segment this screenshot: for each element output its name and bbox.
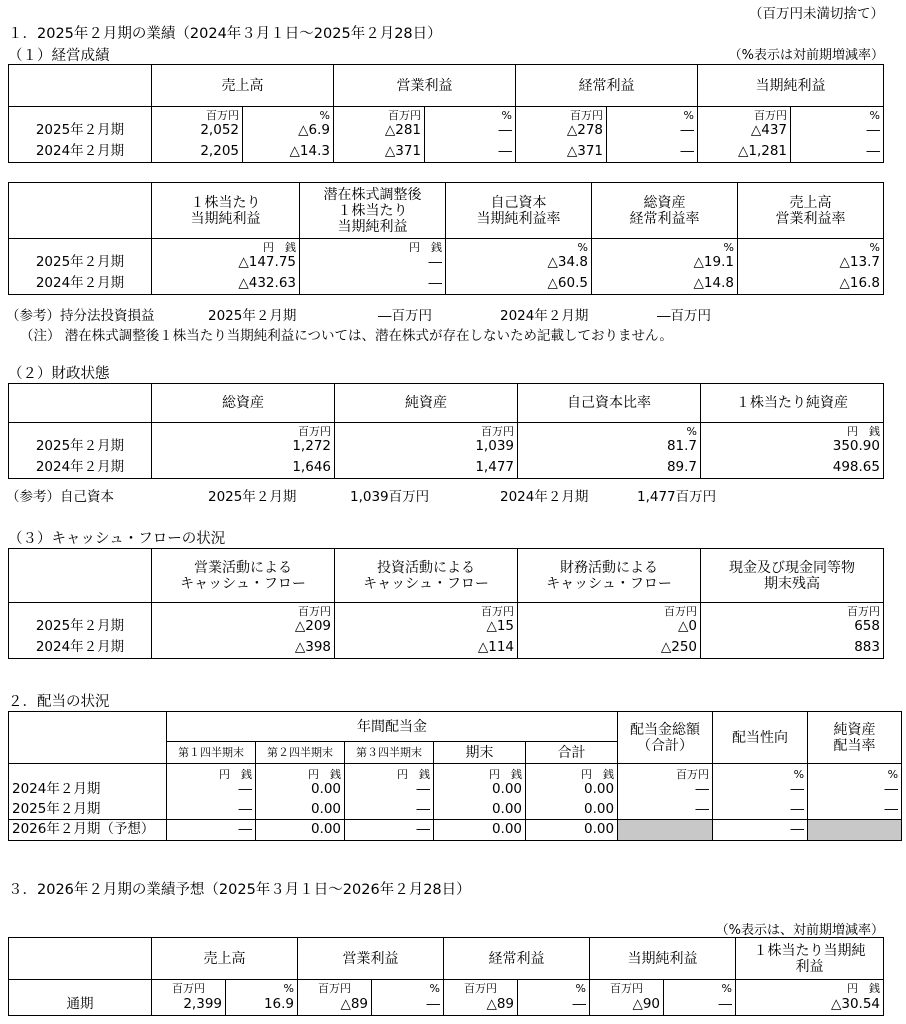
dividend-table: [8, 711, 902, 841]
unit-cell: 百万円: [334, 107, 425, 121]
table-row: [9, 800, 902, 820]
col-header: 売上高: [152, 65, 334, 107]
value-cell: △15: [335, 617, 518, 638]
value-cell: 658: [701, 617, 884, 638]
label-cell: [9, 603, 152, 617]
sub-header: 合計: [526, 742, 618, 764]
value-cell: 16.9: [226, 994, 298, 1016]
unit-cell: %: [372, 980, 444, 994]
col-header: 当期純利益: [590, 938, 736, 980]
ref-equity-label: （参考）自己資本: [6, 489, 114, 505]
value-cell: ―: [607, 121, 698, 142]
annual-dividend-header: 年間配当金: [167, 712, 618, 742]
unit-cell: %: [518, 980, 590, 994]
value-cell: ―: [425, 121, 516, 142]
row-label: 2024年２月期: [9, 458, 152, 479]
sub-header: 第２四半期末: [256, 742, 345, 764]
row-label: 2025年２月期: [9, 617, 152, 638]
col-header: 営業利益: [334, 65, 516, 107]
value-cell: ―: [791, 142, 884, 163]
table-row: [9, 437, 884, 458]
unit-cell: 百万円: [618, 764, 713, 780]
row-label: 2024年２月期: [9, 274, 152, 295]
value-cell: △89: [444, 994, 518, 1016]
unit-cell: 円 銭: [167, 764, 256, 780]
col-header: 現金及び現金同等物 期末残高: [701, 549, 884, 603]
label-cell: [9, 764, 167, 780]
value-cell: 0.00: [434, 820, 526, 841]
value-cell: ―: [713, 820, 808, 841]
section2-title: ２．配当の状況: [8, 694, 110, 710]
value-cell: △371: [516, 142, 607, 163]
ref-equity-method-label: （参考）持分法投資損益: [6, 308, 155, 324]
table-row: [9, 820, 902, 841]
value-cell: △0: [518, 617, 701, 638]
value-cell: 0.00: [256, 780, 345, 800]
value-cell: ―: [791, 121, 884, 142]
shaded-cell: [618, 820, 713, 841]
forecast-table: [8, 937, 884, 1016]
footnote: （注） 潜在株式調整後１株当たり当期純利益については、潜在株式が存在しないため記載しておりません。: [20, 328, 673, 344]
value-cell: △1,281: [698, 142, 791, 163]
unit-cell: 百万円: [335, 423, 518, 437]
value-cell: △6.9: [243, 121, 334, 142]
value-cell: 883: [701, 638, 884, 659]
value-cell: 0.00: [434, 780, 526, 800]
value-cell: △114: [335, 638, 518, 659]
table-row: [9, 994, 884, 1016]
value-cell: 0.00: [434, 800, 526, 820]
value-cell: 350.90: [701, 437, 884, 458]
ref-period-2: 2024年２月期: [500, 489, 589, 505]
value-cell: ―: [618, 780, 713, 800]
unit-cell: 円 銭: [300, 239, 446, 253]
corner-cell: [9, 712, 167, 764]
value-cell: 2,399: [152, 994, 226, 1016]
unit-note: （百万円未満切捨て）: [749, 6, 884, 22]
unit-cell: 円 銭: [152, 239, 300, 253]
unit-cell: %: [808, 764, 902, 780]
value-cell: △437: [698, 121, 791, 142]
label-cell: [9, 423, 152, 437]
value-cell: △89: [298, 994, 372, 1016]
row-label: 2024年２月期: [9, 638, 152, 659]
col-header: 配当金総額 （合計）: [618, 712, 713, 764]
corner-cell: [9, 183, 152, 239]
unit-cell: 百万円: [152, 423, 335, 437]
value-cell: ―: [167, 800, 256, 820]
col-header: 潜在株式調整後 １株当たり 当期純利益: [300, 183, 446, 239]
table-row: [9, 617, 884, 638]
value-cell: 0.00: [526, 780, 618, 800]
cashflow-subtitle: （３）キャッシュ・フローの状況: [8, 531, 226, 547]
results-subtitle: （１）経営成績: [8, 48, 110, 64]
col-header: 自己資本 当期純利益率: [446, 183, 592, 239]
results-table: [8, 64, 884, 163]
unit-cell: %: [425, 107, 516, 121]
value-cell: 89.7: [518, 458, 701, 479]
row-label: 通期: [9, 994, 152, 1016]
unit-cell: 円 銭: [345, 764, 434, 780]
unit-cell: 百万円: [518, 603, 701, 617]
value-cell: △209: [152, 617, 335, 638]
ref-period-2: 2024年２月期: [500, 308, 589, 324]
table-row: [9, 253, 884, 274]
unit-cell: 百万円: [152, 980, 226, 994]
row-label: 2026年２月期（予想）: [9, 820, 167, 841]
unit-cell: 百万円: [701, 603, 884, 617]
col-header: 当期純利益: [698, 65, 884, 107]
table-row: [9, 142, 884, 163]
unit-cell: %: [607, 107, 698, 121]
value-cell: 1,646: [152, 458, 335, 479]
value-cell: △432.63: [152, 274, 300, 295]
unit-cell: %: [664, 980, 736, 994]
label-cell: [9, 239, 152, 253]
unit-cell: 百万円: [298, 980, 372, 994]
col-header: 経常利益: [444, 938, 590, 980]
value-cell: ―: [167, 780, 256, 800]
unit-cell: 円 銭: [701, 423, 884, 437]
financial-subtitle: （２）財政状態: [8, 366, 110, 382]
row-label: 2024年２月期: [9, 142, 152, 163]
value-cell: △90: [590, 994, 664, 1016]
value-cell: ―: [664, 994, 736, 1016]
unit-cell: 百万円: [590, 980, 664, 994]
value-cell: ―: [425, 142, 516, 163]
table-row: [9, 780, 902, 800]
value-cell: 0.00: [526, 800, 618, 820]
value-cell: △30.54: [736, 994, 884, 1016]
unit-cell: 円 銭: [256, 764, 345, 780]
value-cell: △34.8: [446, 253, 592, 274]
row-label: 2024年２月期: [9, 780, 167, 800]
label-cell: [9, 980, 152, 994]
unit-cell: 百万円: [516, 107, 607, 121]
sub-header: 第１四半期末: [167, 742, 256, 764]
col-header: 営業活動による キャッシュ・フロー: [152, 549, 335, 603]
section3-title: ３．2026年２月期の業績予想（2025年３月１日～2026年２月28日）: [8, 882, 471, 898]
col-header: 自己資本比率: [518, 384, 701, 423]
shaded-cell: [808, 820, 902, 841]
value-cell: ―: [345, 780, 434, 800]
row-label: 2025年２月期: [9, 800, 167, 820]
col-header: 純資産: [335, 384, 518, 423]
value-cell: ―: [713, 800, 808, 820]
value-cell: 0.00: [256, 820, 345, 841]
value-cell: 81.7: [518, 437, 701, 458]
ref-value-2: ―百万円: [657, 308, 711, 324]
unit-cell: 百万円: [335, 603, 518, 617]
row-label: 2025年２月期: [9, 437, 152, 458]
section1-title: １．2025年２月期の業績（2024年３月１日～2025年２月28日）: [8, 26, 442, 42]
unit-cell: 百万円: [698, 107, 791, 121]
unit-cell: 円 銭: [526, 764, 618, 780]
col-header: 配当性向: [713, 712, 808, 764]
ref-period-1: 2025年２月期: [208, 308, 297, 324]
value-cell: 1,272: [152, 437, 335, 458]
col-header: 経常利益: [516, 65, 698, 107]
value-cell: △13.7: [738, 253, 884, 274]
col-header: １株当たり純資産: [701, 384, 884, 423]
value-cell: ―: [518, 994, 590, 1016]
unit-cell: %: [791, 107, 884, 121]
value-cell: △278: [516, 121, 607, 142]
value-cell: 0.00: [256, 800, 345, 820]
unit-cell: 円 銭: [434, 764, 526, 780]
col-header: １株当たり当期純 利益: [736, 938, 884, 980]
table-row: [9, 638, 884, 659]
value-cell: △371: [334, 142, 425, 163]
corner-cell: [9, 65, 152, 107]
value-cell: △250: [518, 638, 701, 659]
ref-value-1: 1,039百万円: [350, 489, 430, 505]
value-cell: △147.75: [152, 253, 300, 274]
ref-value-2: 1,477百万円: [637, 489, 717, 505]
value-cell: △19.1: [592, 253, 738, 274]
value-cell: ―: [372, 994, 444, 1016]
value-cell: ―: [345, 820, 434, 841]
col-header: １株当たり 当期純利益: [152, 183, 300, 239]
table-row: [9, 121, 884, 142]
unit-cell: %: [518, 423, 701, 437]
unit-cell: 百万円: [152, 107, 243, 121]
value-cell: 1,039: [335, 437, 518, 458]
corner-cell: [9, 549, 152, 603]
col-header: 営業利益: [298, 938, 444, 980]
value-cell: 0.00: [526, 820, 618, 841]
value-cell: ―: [300, 253, 446, 274]
unit-cell: %: [226, 980, 298, 994]
row-label: 2025年２月期: [9, 121, 152, 142]
value-cell: ―: [808, 800, 902, 820]
unit-cell: 百万円: [152, 603, 335, 617]
col-header: 純資産 配当率: [808, 712, 902, 764]
corner-cell: [9, 938, 152, 980]
row-label: 2025年２月期: [9, 253, 152, 274]
table-row: [9, 274, 884, 295]
financial-table: [8, 383, 884, 479]
value-cell: △14.3: [243, 142, 334, 163]
value-cell: ―: [167, 820, 256, 841]
unit-cell: %: [592, 239, 738, 253]
value-cell: ―: [808, 780, 902, 800]
unit-cell: 円 銭: [736, 980, 884, 994]
unit-cell: %: [713, 764, 808, 780]
value-cell: △14.8: [592, 274, 738, 295]
value-cell: △16.8: [738, 274, 884, 295]
value-cell: 498.65: [701, 458, 884, 479]
value-cell: ―: [300, 274, 446, 295]
value-cell: 1,477: [335, 458, 518, 479]
pct-note: （%表示は、対前期増減率）: [715, 923, 884, 938]
unit-cell: 百万円: [444, 980, 518, 994]
unit-cell: %: [738, 239, 884, 253]
sub-header: 期末: [434, 742, 526, 764]
col-header: 売上高: [152, 938, 298, 980]
per-share-table: [8, 182, 884, 295]
cashflow-table: [8, 548, 884, 659]
value-cell: ―: [607, 142, 698, 163]
sub-header: 第３四半期末: [345, 742, 434, 764]
ref-period-1: 2025年２月期: [208, 489, 297, 505]
value-cell: 2,052: [152, 121, 243, 142]
pct-note: （%表示は対前期増減率）: [728, 48, 884, 63]
unit-cell: %: [243, 107, 334, 121]
value-cell: ―: [345, 800, 434, 820]
value-cell: ―: [713, 780, 808, 800]
label-cell: [9, 107, 152, 121]
value-cell: 2,205: [152, 142, 243, 163]
col-header: 売上高 営業利益率: [738, 183, 884, 239]
value-cell: △398: [152, 638, 335, 659]
col-header: 総資産: [152, 384, 335, 423]
value-cell: △281: [334, 121, 425, 142]
ref-value-1: ―百万円: [378, 308, 432, 324]
value-cell: △60.5: [446, 274, 592, 295]
col-header: 総資産 経常利益率: [592, 183, 738, 239]
col-header: 投資活動による キャッシュ・フロー: [335, 549, 518, 603]
unit-cell: %: [446, 239, 592, 253]
table-row: [9, 458, 884, 479]
value-cell: ―: [618, 800, 713, 820]
col-header: 財務活動による キャッシュ・フロー: [518, 549, 701, 603]
corner-cell: [9, 384, 152, 423]
